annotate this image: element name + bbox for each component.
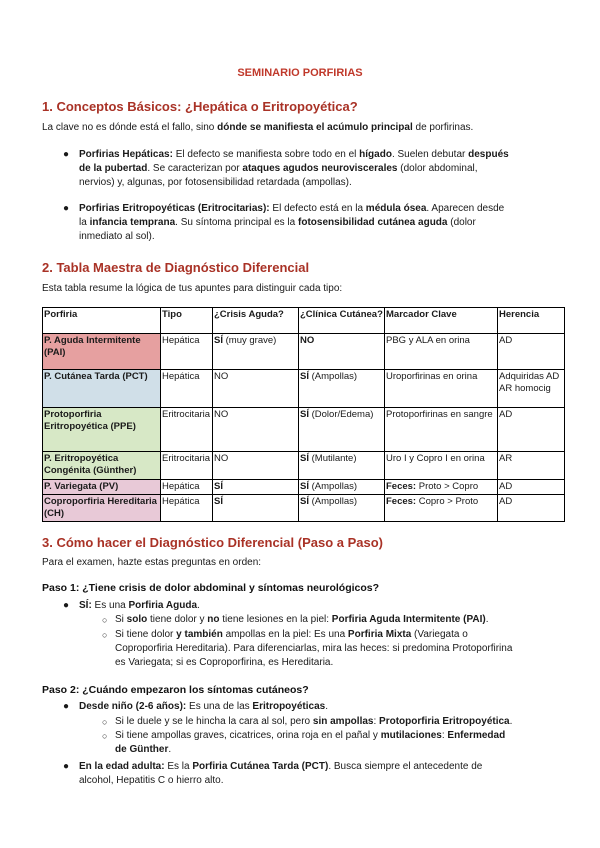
paso-2-title: Paso 2: ¿Cuándo empezaron los síntomas cutáneos? <box>42 684 309 696</box>
clinica-cell: SÍ (Mutilante) <box>299 452 385 480</box>
porfiria-name-cell: P. Cutánea Tarda (PCT) <box>43 370 161 408</box>
table-row <box>43 408 565 452</box>
sub-bullet-ppe: ○ Si le duele y se le hincha la cara al sol, pero sin ampollas: Protoporfiria Eritropoyética. <box>102 716 513 727</box>
circle-bullet-icon: ○ <box>102 731 108 741</box>
clinica-cell: SÍ (Dolor/Edema) <box>299 408 385 452</box>
section-1-intro: La clave no es dónde está el fallo, sino dónde se manifiesta el acúmulo principal de porfirinas. <box>42 122 474 133</box>
bullet-dot-icon: ● <box>63 203 70 214</box>
sub-bullet-gunther: ○ Si tiene ampollas graves, cicatrices, orina roja en el pañal y mutilaciones: Enfermedad de Günther. <box>102 730 506 755</box>
table-header: Porfiria <box>43 308 161 334</box>
table-row <box>43 452 565 480</box>
crisis-cell: NO <box>213 370 299 408</box>
bullet-paso2-nino: ● Desde niño (2-6 años): Es una de las Eritropoyéticas. <box>63 701 328 712</box>
herencia-cell: AD <box>498 480 565 495</box>
tipo-cell: Hepática <box>161 334 213 370</box>
clinica-cell: SÍ (Ampollas) <box>299 480 385 495</box>
porfiria-name-cell: Coproporfiria Hereditaria (CH) <box>43 495 161 522</box>
crisis-cell: SÍ <box>213 480 299 495</box>
circle-bullet-icon: ○ <box>102 717 108 727</box>
document-title: SEMINARIO PORFIRIAS <box>237 67 363 79</box>
section-3-intro: Para el examen, hazte estas preguntas en orden: <box>42 557 262 568</box>
herencia-cell: Adquiridas AD AR homocig <box>498 370 565 408</box>
table-row <box>43 480 565 495</box>
table-header: ¿Clínica Cutánea? <box>299 308 385 334</box>
crisis-cell: SÍ <box>213 495 299 522</box>
crisis-cell: NO <box>213 452 299 480</box>
herencia-cell: AD <box>498 334 565 370</box>
bullet-dot-icon: ● <box>63 701 70 712</box>
porfiria-name-cell: P. Eritropoyética Congénita (Günther) <box>43 452 161 480</box>
bullet-dot-icon: ● <box>63 600 70 611</box>
section-3-heading: 3. Cómo hacer el Diagnóstico Diferencial (Paso a Paso) <box>42 535 383 550</box>
marcador-cell: PBG y ALA en orina <box>385 334 498 370</box>
bullet-dot-icon: ● <box>63 761 70 772</box>
marcador-cell: Feces: Proto > Copro <box>385 480 498 495</box>
bullet-paso2-adulta: ● En la edad adulta: Es la Porfiria Cutánea Tarda (PCT). Busca siempre el antecedente de alcohol, Hepatitis C o hierro alto. <box>63 761 483 786</box>
bullet-eritropoyeticas: ● Porfirias Eritropoyéticas (Eritrocitarias): El defecto está en la médula ósea. Aparecen desde la infancia temprana. Su síntoma principal es la fotosensibilidad cutánea aguda (dolor inmediato al sol). <box>63 203 505 242</box>
crisis-cell: NO <box>213 408 299 452</box>
section-2-heading: 2. Tabla Maestra de Diagnóstico Diferencial <box>42 260 310 275</box>
porfiria-name-cell: Protoporfiria Eritropoyética (PPE) <box>43 408 161 452</box>
table-row <box>43 495 565 522</box>
tipo-cell: Eritrocitaria <box>161 408 213 452</box>
tipo-cell: Eritrocitaria <box>161 452 213 480</box>
marcador-cell: Feces: Copro > Proto <box>385 495 498 522</box>
table-header: Marcador Clave <box>385 308 498 334</box>
tipo-cell: Hepática <box>161 370 213 408</box>
tipo-cell: Hepática <box>161 495 213 522</box>
tipo-cell: Hepática <box>161 480 213 495</box>
table-header: Tipo <box>161 308 213 334</box>
marcador-cell: Uroporfirinas en orina <box>385 370 498 408</box>
bullet-paso1-si: ● SÍ: Es una Porfiria Aguda. <box>63 600 200 611</box>
herencia-cell: AD <box>498 408 565 452</box>
herencia-cell: AD <box>498 495 565 522</box>
bullet-hepaticas: ● Porfirias Hepáticas: El defecto se manifiesta sobre todo en el hígado. Suelen debutar después de la pubertad. Se caracterizan por ataques agudos neuroviscerales (dolor abdominal, nervios) y, algunas, por fotosensibilidad retardada (ampollas). <box>63 149 509 188</box>
section-2-intro: Esta tabla resume la lógica de tus apuntes para distinguir cada tipo: <box>42 283 343 294</box>
sub-bullet-pai: ○ Si solo tiene dolor y no tiene lesiones en la piel: Porfiria Aguda Intermitente (PAI). <box>102 614 489 625</box>
circle-bullet-icon: ○ <box>102 630 108 640</box>
section-1-heading: 1. Conceptos Básicos: ¿Hepática o Eritropoyética? <box>42 99 358 114</box>
marcador-cell: Protoporfirinas en sangre <box>385 408 498 452</box>
marcador-cell: Uro I y Copro I en orina <box>385 452 498 480</box>
clinica-cell: SÍ (Ampollas) <box>299 495 385 522</box>
table-header-row <box>43 308 565 334</box>
clinica-cell: NO <box>299 334 385 370</box>
paso-1-title: Paso 1: ¿Tiene crisis de dolor abdominal y síntomas neurológicos? <box>42 582 380 594</box>
clinica-cell: SÍ (Ampollas) <box>299 370 385 408</box>
porfiria-name-cell: P. Aguda Intermitente (PAI) <box>43 334 161 370</box>
crisis-cell: SÍ (muy grave) <box>213 334 299 370</box>
sub-bullet-mixta: ○ Si tiene dolor y también ampollas en la piel: Es una Porfiria Mixta (Variegata o Coproporfiria Hereditaria). Para diferenciarlas, mira las heces: si predomina Protoporfirina es Variegata; si es Coproporfirina, es Hereditaria. <box>102 629 513 668</box>
porfiria-name-cell: P. Variegata (PV) <box>43 480 161 495</box>
diagnosis-table <box>42 307 565 522</box>
table-header: ¿Crisis Aguda? <box>213 308 299 334</box>
table-header: Herencia <box>498 308 565 334</box>
table-row <box>43 370 565 408</box>
herencia-cell: AR <box>498 452 565 480</box>
table-row <box>43 334 565 370</box>
circle-bullet-icon: ○ <box>102 615 108 625</box>
bullet-dot-icon: ● <box>63 149 70 160</box>
